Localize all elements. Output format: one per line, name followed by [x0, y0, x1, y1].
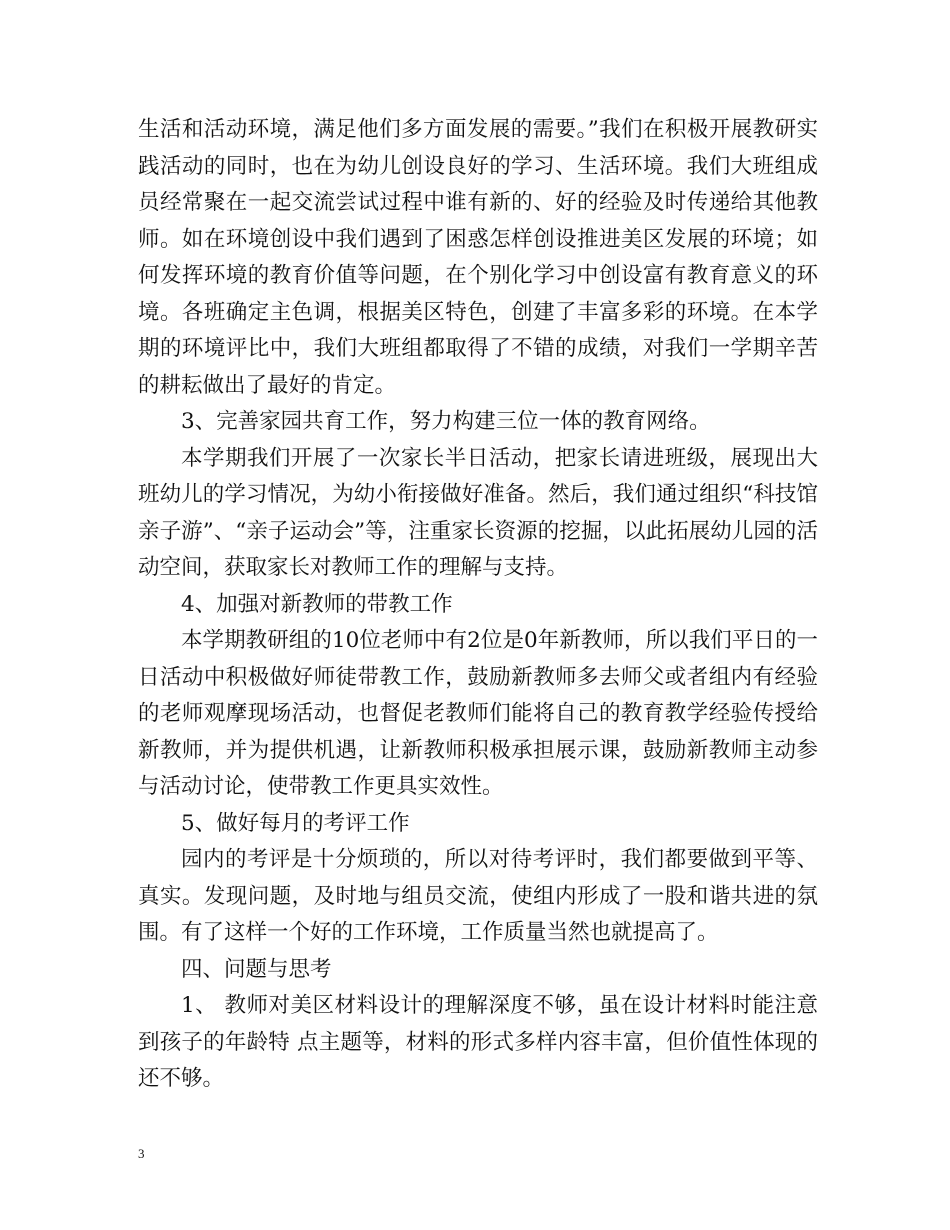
paragraph: 本学期我们开展了一次家长半日活动，把家长请进班级，展现出大班幼儿的学习情况，为幼小衔接做好准备。然后，我们通过组织“科技馆亲子游”、“亲子运动会”等，注重家长资源的挖掘，以此拓展幼儿园的活动空间，获取家长对教师工作的理解与支持。 — [138, 445, 818, 580]
paragraph: 本学期教研组的10位老师中有2位是0年新教师，所以我们平日的一日活动中积极做好师徒带教工作，鼓励新教师多去师父或者组内有经验的老师观摩现场活动，也督促老教师们能将自己的教育教学经验传授给新教师，并为提供机遇，让新教师积极承担展示课，鼓励新教师主动参与活动讨论，使带教工作更具实效性。 — [138, 628, 818, 799]
section-heading: 5、做好每月的考评工作 — [181, 810, 410, 836]
section-heading: 3、完善家园共育工作，努力构建三位一体的教育网络。 — [181, 409, 711, 434]
section-heading: 4、加强对新教师的带教工作 — [181, 591, 453, 617]
section-heading: 四、问题与思考 — [181, 956, 332, 982]
paragraph: 1、 教师对美区材料设计的理解深度不够，虽在设计材料时能注意到孩子的年龄特 点主题等，材料的形式多样内容丰富，但价值性体现的还不够。 — [138, 993, 818, 1091]
paragraph: 生活和活动环境，满足他们多方面发展的需要。”我们在积极开展教研实践活动的同时，也在为幼儿创设良好的学习、生活环境。我们大班组成员经常聚在一起交流尝试过程中谁有新的、好的经验及时传递给其他教师。如在环境创设中我们遇到了困惑怎样创设推进美区发展的环境；如何发挥环境的教育价值等问题，在个别化学习中创设富有教育意义的环境。各班确定主色调，根据美区特色，创建了丰富多彩的环境。在本学期的环境评比中，我们大班组都取得了不错的成绩，对我们一学期辛苦的耕耘做出了最好的肯定。 — [138, 117, 818, 398]
page-number: 3 — [138, 1146, 145, 1161]
document-body — [138, 112, 818, 1098]
paragraph: 园内的考评是十分烦琐的，所以对待考评时，我们都要做到平等、真实。发现问题，及时地与组员交流，使组内形成了一股和谐共进的氛围。有了这样一个好的工作环境，工作质量当然也就提高了。 — [138, 847, 818, 945]
